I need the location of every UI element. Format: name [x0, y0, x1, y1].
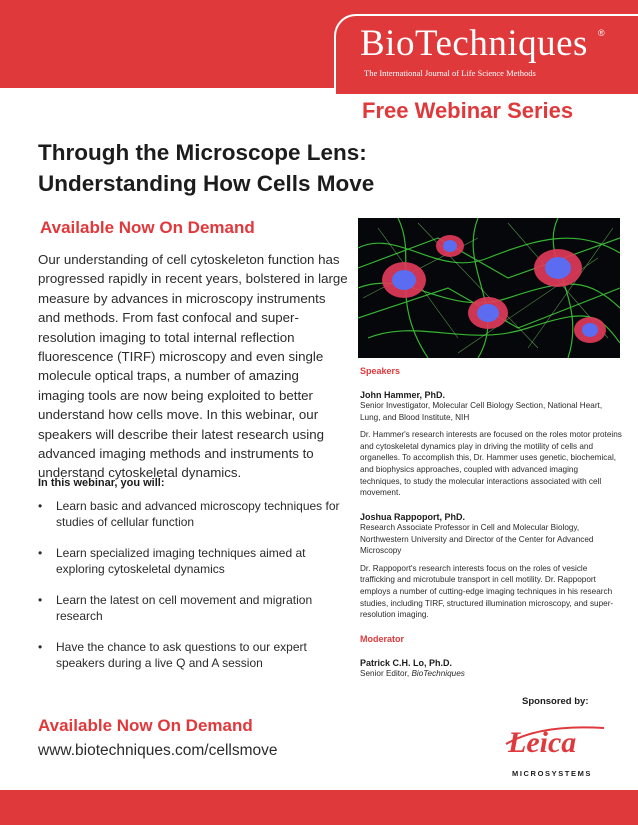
webinar-list-heading: In this webinar, you will:	[38, 477, 165, 489]
list-item: • Have the chance to ask questions to our expert speakers during a live Q and A session	[38, 640, 307, 670]
speaker-1	[360, 390, 622, 499]
list-item: • Learn the latest on cell movement and migration research	[38, 593, 313, 623]
biotechniques-logo[interactable]	[334, 14, 638, 94]
speaker-1-title: Senior Investigator, Molecular Cell Biology Section, National Heart, Lung, and Blood Institute, NIH	[360, 401, 603, 422]
speaker-2-title: Research Associate Professor in Cell and Molecular Biology, Northwestern University and Director of the Center for Advanced Microscopy	[360, 523, 594, 556]
leica-logo-icon[interactable]	[500, 718, 610, 758]
speaker-2	[360, 512, 622, 621]
speaker-1-name: John Hammer, PhD.	[360, 390, 446, 400]
list-item: • Learn basic and advanced microscopy techniques for studies of cellular function	[38, 499, 340, 529]
webinar-series-title: Free Webinar Series	[362, 98, 574, 123]
logo-tagline: The International Journal of Life Science Methods	[364, 68, 536, 78]
moderator-name: Patrick C.H. Lo, Ph.D.	[360, 658, 453, 668]
page-title	[38, 137, 458, 199]
learning-list	[38, 498, 350, 686]
leica-subtitle: MICROSYSTEMS	[512, 769, 593, 778]
list-item: • Learn specialized imaging techniques aimed at exploring cytoskeletal dynamics	[38, 546, 306, 576]
speakers-label: Speakers	[360, 366, 401, 376]
leica-wordmark: Leica	[508, 726, 577, 758]
speaker-2-name: Joshua Rappoport, PhD.	[360, 512, 466, 522]
moderator	[360, 658, 622, 680]
fluorescence-cells-image	[358, 218, 620, 358]
speaker-2-bio: Dr. Rappoport's research interests focus on the roles of vesicle trafficking and microtubule transport in cell motility. Dr. Rappoport employs a number of cutting-edge imaging techniques in his research studies, including TIRF, structured illumination microscopy, and super-resolution imaging.	[360, 563, 614, 620]
title-line-2: Understanding How Cells Move	[38, 171, 375, 196]
availability-footer: Available Now On Demand	[38, 716, 253, 735]
title-line-1: Through the Microscope Lens:	[38, 140, 367, 165]
logo-registered-mark: ®	[598, 28, 605, 38]
moderator-label: Moderator	[360, 634, 405, 644]
speaker-1-bio: Dr. Hammer's research interests are focused on the roles motor proteins and cytoskeletal dynamics play in driving the motility of cells and organelles. To accomplish this, Dr. Hammer uses genetic, biochemical, and biophysics approaches, coupled with advanced imaging techniques, to study the molecular interactions associated with cell movement.	[360, 430, 622, 498]
footer-band	[0, 790, 638, 825]
sponsored-by-label: Sponsored by:	[522, 696, 589, 707]
availability-heading: Available Now On Demand	[40, 218, 255, 237]
webinar-url-link[interactable]: www.biotechniques.com/cellsmove	[38, 742, 278, 759]
intro-paragraph: Our understanding of cell cytoskeleton function has progressed rapidly in recent years, bolstered in large measure by advances in microscopy instruments and methods. From fast confocal and super-resolution imaging to total internal reflection fluorescence (TIRF) microscopy and even single molecule optical traps, a number of amazing imaging tools are now being exploited to better understand how cells move. In this webinar, our speakers will describe their latest research using advanced imaging methods and instruments to understand cytoskeletal dynamics.	[38, 252, 348, 481]
logo-title: BioTechniques	[360, 23, 588, 64]
moderator-title: Senior Editor, BioTechniques	[360, 669, 465, 678]
